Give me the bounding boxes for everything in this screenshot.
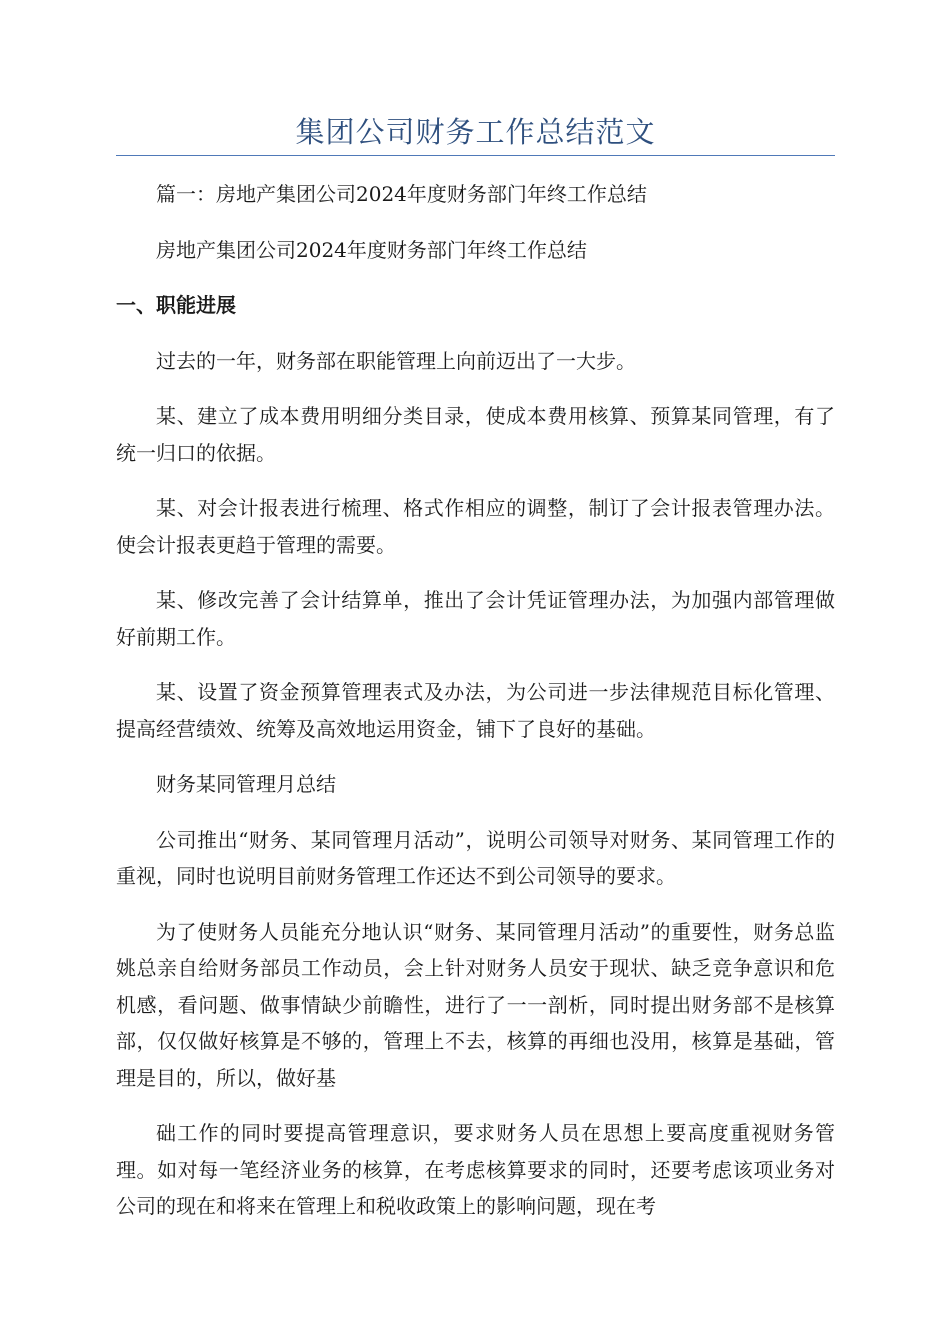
paragraph: 过去的一年，财务部在职能管理上向前迈出了一大步。 (156, 348, 636, 373)
paragraph: 财务某同管理月总结 (156, 772, 336, 796)
paragraph: 房地产集团公司2024年度财务部门年终工作总结 (156, 237, 587, 262)
document-title: 集团公司财务工作总结范文 (295, 115, 656, 149)
paragraph: 某、设置了资金预算管理表式及办法，为公司进一步法律规范目标化管理、提高经营绩效、统筹及高效地运用资金，铺下了良好的基础。 (116, 680, 835, 741)
paragraph: 公司推出“财务、某同管理月活动”，说明公司领导对财务、某同管理工作的重视，同时也说明目前财务管理工作还达不到公司领导的要求。 (116, 827, 835, 888)
title-divider (116, 155, 835, 156)
paragraph: 某、建立了成本费用明细分类目录，使成本费用核算、预算某同管理，有了统一归口的依据。 (116, 404, 835, 465)
paragraph: 为了使财务人员能充分地认识“财务、某同管理月活动”的重要性，财务总监姚总亲自给财务部员工作动员，会上针对财务人员安于现状、缺乏竞争意识和危机感，看问题、做事情缺少前瞻性，进行了一一剖析，同时提出财务部不是核算部，仅仅做好核算是不够的，管理上不去，核算的再细也没用，核算是基础，管理是目的，所以，做好基 (116, 919, 835, 1090)
paragraph: 某、对会计报表进行梳理、格式作相应的调整，制订了会计报表管理办法。使会计报表更趋于管理的需要。 (116, 496, 835, 557)
paragraph: 础工作的同时要提高管理意识，要求财务人员在思想上要高度重视财务管理。如对每一笔经济业务的核算，在考虑核算要求的同时，还要考虑该项业务对公司的现在和将来在管理上和税收政策上的影响问题，现在考 (116, 1121, 835, 1218)
paragraph: 某、修改完善了会计结算单，推出了会计凭证管理办法，为加强内部管理做好前期工作。 (116, 588, 835, 649)
paragraph: 篇一：房地产集团公司2024年度财务部门年终工作总结 (156, 182, 647, 206)
document-body (116, 176, 835, 1244)
section-heading: 一、职能进展 (116, 293, 236, 317)
